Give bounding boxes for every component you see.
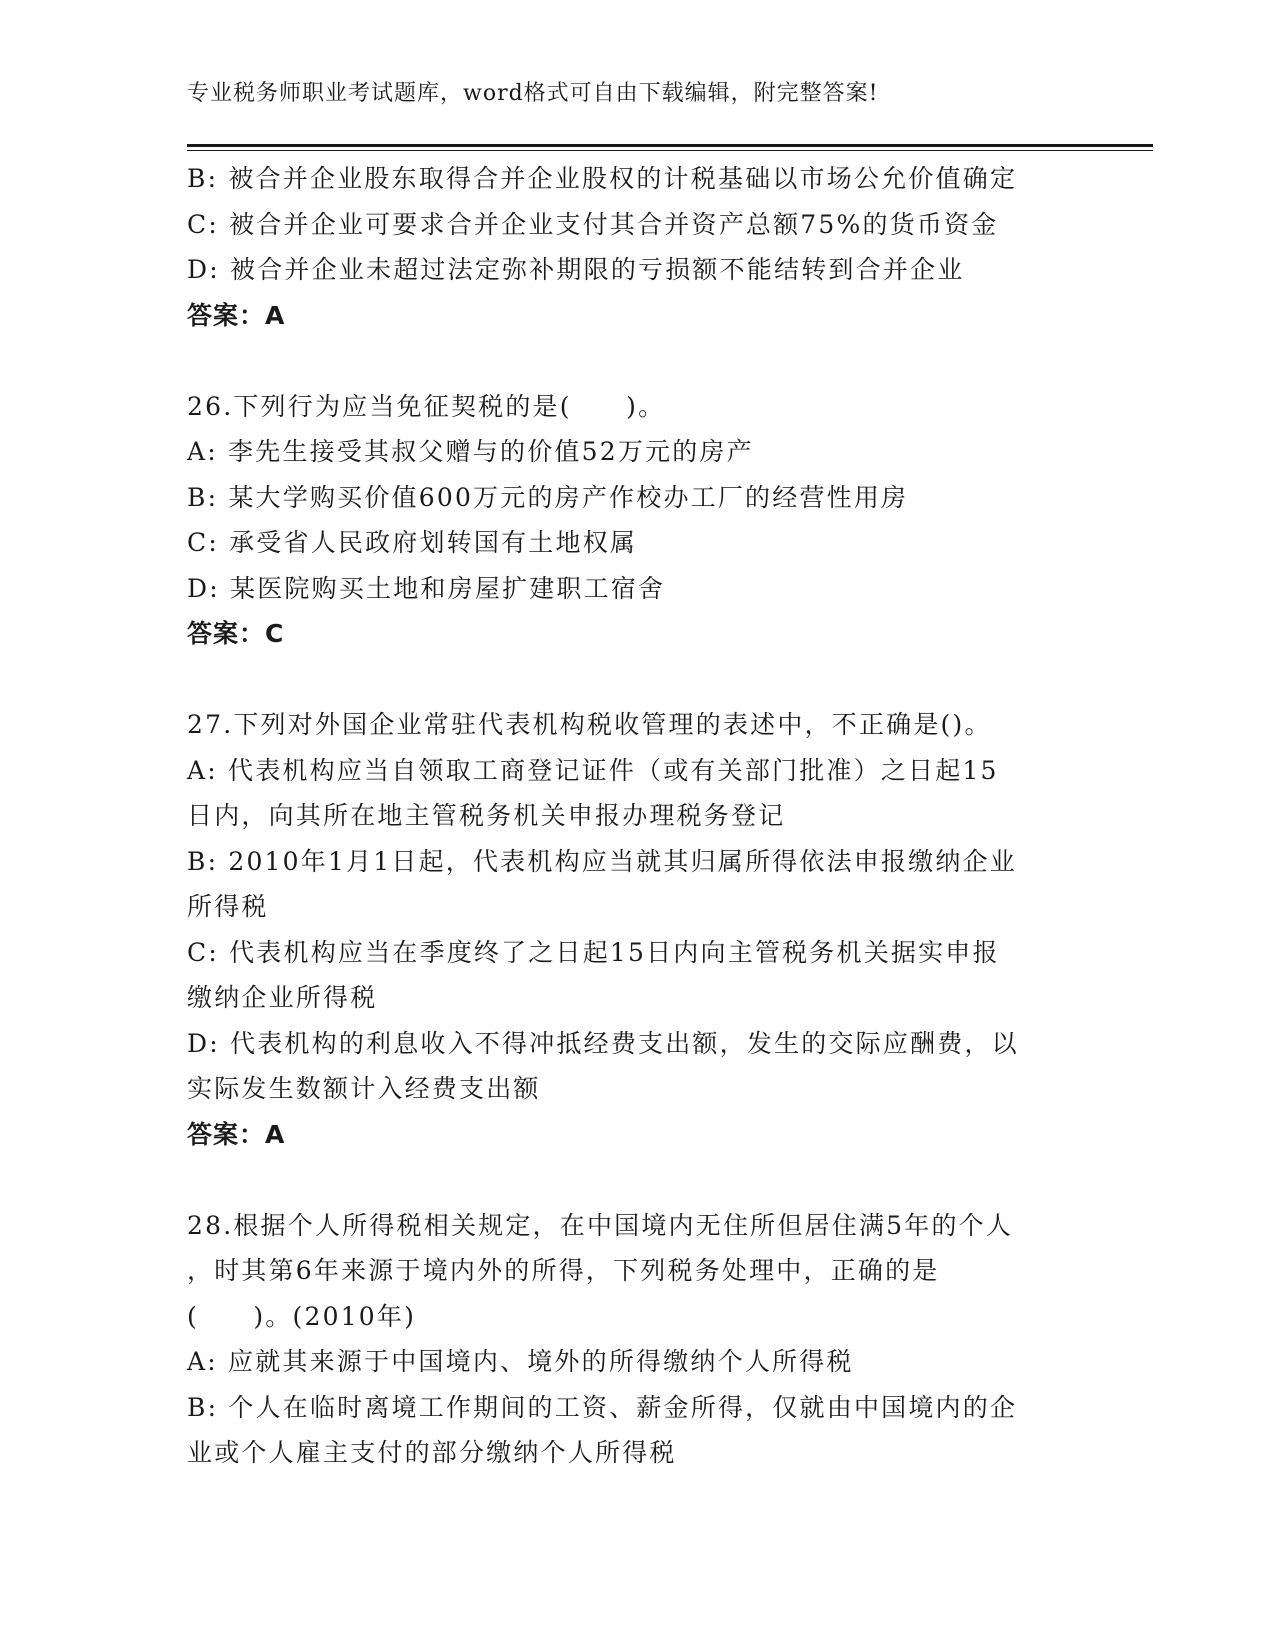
option-line: A: 代表机构应当自领取工商登记证件（或有关部门批准）之日起15 bbox=[187, 755, 999, 785]
question-stem: 26.下列行为应当免征契税的是( )。 bbox=[187, 391, 666, 421]
spacer bbox=[187, 657, 1087, 703]
option-line: A: 应就其来源于中国境内、境外的所得缴纳个人所得税 bbox=[187, 1347, 854, 1376]
option-line: B: 2010年1月1日起，代表机构应当就其归属所得依法申报缴纳企业 bbox=[187, 846, 1017, 876]
answer-line: 答案：C bbox=[187, 619, 285, 648]
spacer bbox=[187, 1157, 1087, 1203]
question-stem: ( )。(2010年) bbox=[187, 1301, 417, 1331]
document-body bbox=[187, 156, 1087, 1476]
option-line: C: 承受省人民政府划转国有土地权属 bbox=[187, 528, 638, 557]
question-block bbox=[187, 702, 1087, 1157]
option-line: B: 个人在临时离境工作期间的工资、薪金所得，仅就由中国境内的企 bbox=[187, 1392, 1018, 1422]
option-line: 实际发生数额计入经费支出额 bbox=[187, 1074, 541, 1103]
question-stem: 27.下列对外国企业常驻代表机构税收管理的表述中，不正确是()。 bbox=[187, 710, 992, 739]
answer-line: 答案：A bbox=[187, 1119, 286, 1149]
option-line: C: 代表机构应当在季度终了之日起15日内向主管税务机关据实申报 bbox=[187, 937, 1000, 967]
question-stem: 28.根据个人所得税相关规定，在中国境内无住所但居住满5年的个人 bbox=[187, 1210, 1014, 1240]
option-line: C: 被合并企业可要求合并企业支付其合并资产总额75%的货币资金 bbox=[187, 209, 999, 239]
option-line: A: 李先生接受其叔父赠与的价值52万元的房产 bbox=[187, 437, 754, 466]
option-line: D: 代表机构的利息收入不得冲抵经费支出额，发生的交际应酬费，以 bbox=[187, 1028, 1019, 1058]
option-line: 业或个人雇主支付的部分缴纳个人所得税 bbox=[187, 1438, 677, 1467]
question-block bbox=[187, 384, 1087, 657]
option-line: D: 被合并企业未超过法定弥补期限的亏损额不能结转到合并企业 bbox=[187, 255, 965, 284]
option-line: 所得税 bbox=[187, 892, 269, 921]
question-block bbox=[187, 1203, 1087, 1476]
page-header: 专业税务师职业考试题库，word格式可自由下载编辑，附完整答案! bbox=[187, 81, 879, 106]
header-rule-thick bbox=[187, 144, 1153, 147]
option-line: 缴纳企业所得税 bbox=[187, 983, 378, 1012]
option-line: 日内，向其所在地主管税务机关申报办理税务登记 bbox=[187, 801, 786, 830]
option-line: B: 被合并企业股东取得合并企业股权的计税基础以市场公允价值确定 bbox=[187, 164, 1018, 193]
option-line: B: 某大学购买价值600万元的房产作校办工厂的经营性用房 bbox=[187, 482, 909, 512]
option-line: D: 某医院购买土地和房屋扩建职工宿舍 bbox=[187, 573, 666, 603]
answer-line: 答案：A bbox=[187, 300, 286, 330]
question-stem: ，时其第6年来源于境内外的所得，下列税务处理中，正确的是 bbox=[187, 1256, 940, 1285]
spacer bbox=[187, 338, 1087, 384]
question-block bbox=[187, 156, 1087, 338]
header-rule-thin bbox=[187, 150, 1153, 151]
